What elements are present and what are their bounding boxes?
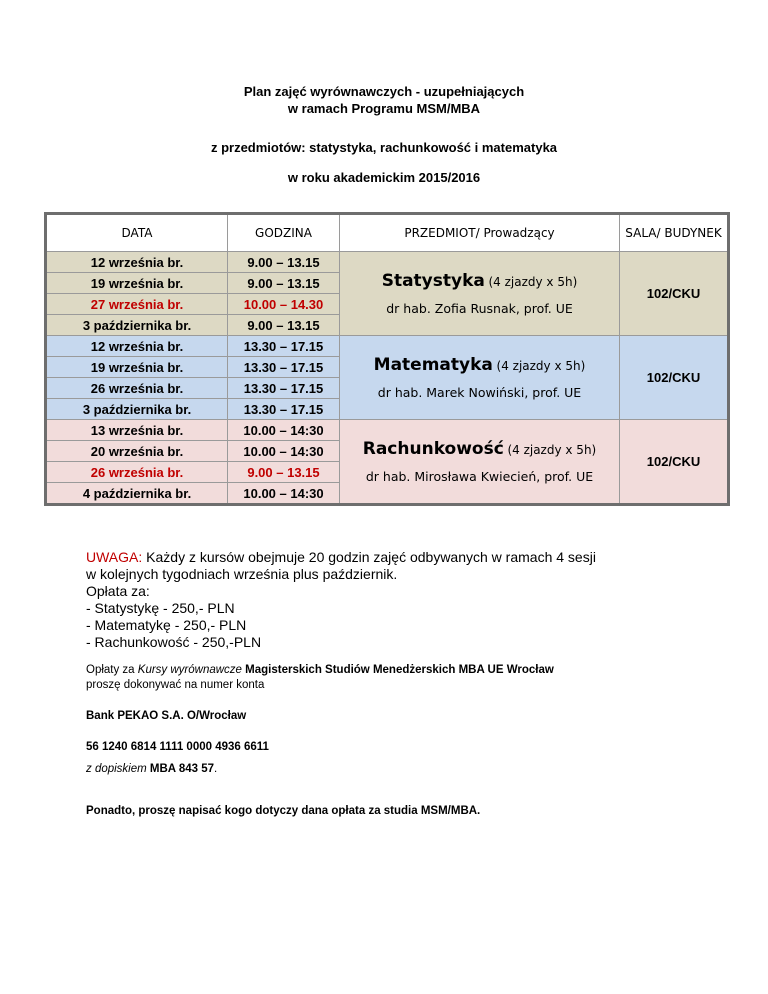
column-header-room: SALA/ BUDYNEK — [620, 214, 729, 252]
notes-line-1 — [86, 549, 596, 566]
subject-name: Statystyka — [381, 271, 485, 291]
time-cell: 13.30 – 17.15 — [228, 399, 340, 420]
fee-matematyka: - Matematykę - 250,- PLN — [86, 617, 247, 633]
table-row — [46, 252, 729, 273]
time-cell: 10.00 – 14:30 — [228, 420, 340, 441]
subject-cell — [340, 336, 620, 420]
subject-note: (4 zjazdy x 5h) — [496, 359, 586, 373]
column-header-date: DATA — [46, 214, 228, 252]
time-cell: 13.30 – 17.15 — [228, 357, 340, 378]
payment-text-d: proszę dokonywać na numer konta — [86, 679, 265, 691]
column-header-time: GODZINA — [228, 214, 340, 252]
time-cell: 13.30 – 17.15 — [228, 378, 340, 399]
date-cell: 19 września br. — [46, 357, 228, 378]
subject-note: (4 zjazdy x 5h) — [507, 443, 597, 457]
final-note: Ponadto, proszę napisać kogo dotyczy dana opłata za studia MSM/MBA. — [86, 805, 481, 817]
payment-text-a: Opłaty za — [86, 664, 138, 676]
date-cell: 3 października br. — [46, 315, 228, 336]
schedule-table — [44, 212, 730, 506]
notes-line-3: Opłata za: — [86, 583, 150, 599]
table-row — [46, 336, 729, 357]
date-cell: 3 października br. — [46, 399, 228, 420]
time-cell: 10.00 – 14.30 — [228, 294, 340, 315]
document-title — [0, 83, 768, 117]
fee-statystyka: - Statystykę - 250,- PLN — [86, 600, 235, 616]
date-cell: 27 września br. — [46, 294, 228, 315]
subject-heading — [340, 271, 619, 291]
time-cell: 13.30 – 17.15 — [228, 336, 340, 357]
transfer-note-c: . — [214, 763, 218, 775]
table-header-row — [46, 214, 729, 252]
room-cell: 102/CKU — [620, 420, 729, 505]
lecturer-name: dr hab. Zofia Rusnak, prof. UE — [386, 301, 573, 316]
subject-cell — [340, 420, 620, 505]
lecturer-name: dr hab. Mirosława Kwiecień, prof. UE — [365, 469, 594, 484]
time-cell: 10.00 – 14:30 — [228, 441, 340, 462]
title-line-1: Plan zajęć wyrównawczych - uzupełniających — [243, 84, 525, 99]
payment-text-c: Magisterskich Studiów Menedżerskich MBA UE Wrocław — [241, 664, 554, 676]
subject-name: Matematyka — [373, 355, 493, 375]
account-number: 56 1240 6814 1111 0000 4936 6611 — [86, 741, 269, 753]
subject-note: (4 zjazdy x 5h) — [488, 275, 578, 289]
time-cell: 9.00 – 13.15 — [228, 462, 340, 483]
table-row — [46, 420, 729, 441]
title-line-2: w ramach Programu MSM/MBA — [287, 101, 481, 116]
transfer-note-a: z dopiskiem — [86, 763, 147, 775]
subject-heading — [340, 355, 619, 375]
subtitle-year: w roku akademickim 2015/2016 — [287, 170, 481, 185]
date-cell: 4 października br. — [46, 483, 228, 505]
lecturer-name: dr hab. Marek Nowiński, prof. UE — [377, 385, 582, 400]
bank-name: Bank PEKAO S.A. O/Wrocław — [86, 710, 247, 722]
subject-cell — [340, 252, 620, 336]
uwaga-label: UWAGA: — [86, 549, 143, 565]
notes-line-2: w kolejnych tygodniach września plus październik. — [86, 566, 398, 582]
subject-name: Rachunkowość — [362, 439, 504, 459]
notes-block — [86, 549, 596, 651]
schedule-body — [46, 252, 729, 505]
date-cell: 12 września br. — [46, 252, 228, 273]
date-cell: 12 września br. — [46, 336, 228, 357]
uwaga-text: Każdy z kursów obejmuje 20 godzin zajęć odbywanych w ramach 4 sesji — [142, 549, 596, 565]
payment-instructions — [86, 663, 554, 693]
date-cell: 19 września br. — [46, 273, 228, 294]
fee-rachunkowosc: - Rachunkowość - 250,-PLN — [86, 634, 262, 650]
room-cell: 102/CKU — [620, 336, 729, 420]
transfer-note-b: MBA 843 57 — [146, 763, 215, 775]
date-cell: 26 września br. — [46, 462, 228, 483]
transfer-note — [86, 762, 217, 777]
room-cell: 102/CKU — [620, 252, 729, 336]
time-cell: 9.00 – 13.15 — [228, 252, 340, 273]
subtitle-subjects: z przedmiotów: statystyka, rachunkowość i matematyka — [210, 140, 558, 155]
date-cell: 13 września br. — [46, 420, 228, 441]
subject-heading — [340, 439, 619, 459]
date-cell: 20 września br. — [46, 441, 228, 462]
time-cell: 9.00 – 13.15 — [228, 273, 340, 294]
time-cell: 9.00 – 13.15 — [228, 315, 340, 336]
column-header-subject: PRZEDMIOT/ Prowadzący — [340, 214, 620, 252]
date-cell: 26 września br. — [46, 378, 228, 399]
time-cell: 10.00 – 14:30 — [228, 483, 340, 505]
payment-text-b: Kursy wyrównawcze — [137, 664, 242, 676]
